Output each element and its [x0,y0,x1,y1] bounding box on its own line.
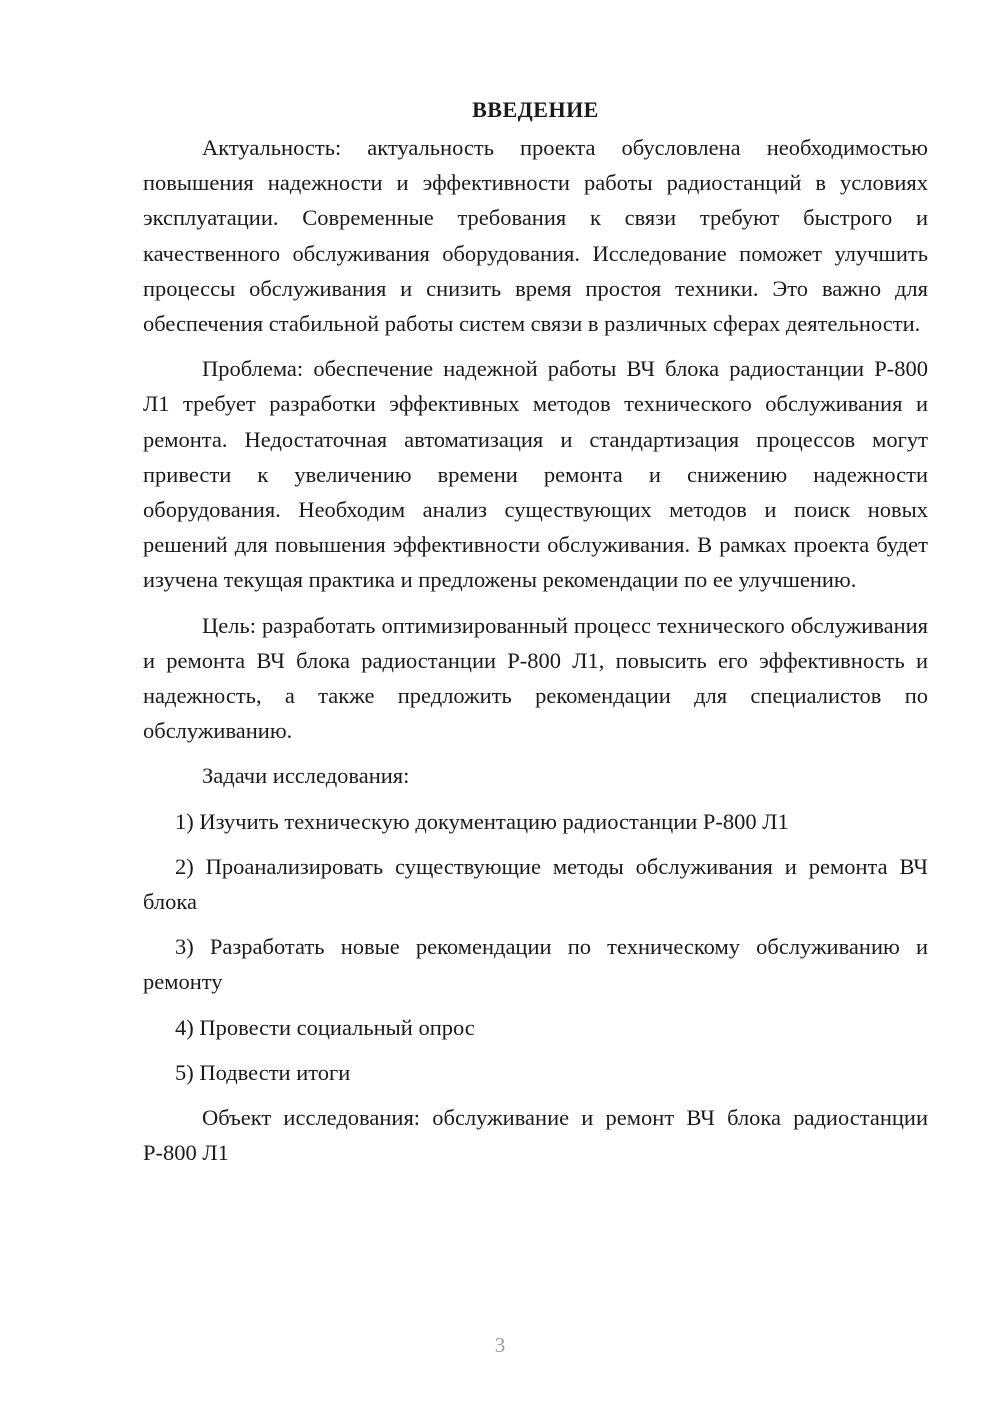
goal-paragraph: Цель: разработать оптимизированный процесс технического обслуживания и ремонта ВЧ блока радиостанции Р-800 Л1, повысить его эффективность и надежность, а также предложить рекомендации для специалистов по обслуживанию. [143,612,928,744]
page-title: ВВЕДЕНИЕ [472,97,599,122]
tasks-heading: Задачи исследования: [202,763,410,789]
task-item: 5) Подвести итоги [175,1059,351,1085]
relevance-paragraph: Актуальность: актуальность проекта обусловлена необходимостью повышения надежности и эффективности работы радиостанций в условиях эксплуатации. Современные требования к связи требуют быстрого и качественного обслуживания оборудования. Исследование поможет улучшить процессы обслуживания и снизить время простоя техники. Это важно для обеспечения стабильной работы систем связи в различных сферах деятельности. [143,135,928,337]
task-item: 3) Разработать новые рекомендации по техническому обслуживанию и ремонту [143,934,928,995]
problem-paragraph: Проблема: обеспечение надежной работы ВЧ блока радиостанции Р-800 Л1 требует разработки эффективных методов технического обслуживания и ремонта. Недостаточная автоматизация и стандартизация процессов могут привести к увеличению времени ремонта и снижению надежности оборудования. Необходим анализ существующих методов и поиск новых решений для повышения эффективности обслуживания. В рамках проекта будет изучена текущая практика и предложены рекомендации по ее улучшению. [143,356,928,593]
page-number: 3 [494,1333,506,1357]
task-item: 1) Изучить техническую документацию радиостанции Р-800 Л1 [175,808,789,834]
task-item: 4) Провести социальный опрос [175,1014,475,1040]
object-paragraph: Объект исследования: обслуживание и ремонт ВЧ блока радиостанции Р-800 Л1 [143,1105,928,1166]
task-item: 2) Проанализировать существующие методы обслуживания и ремонта ВЧ блока [143,853,928,915]
document-page [143,92,928,1180]
